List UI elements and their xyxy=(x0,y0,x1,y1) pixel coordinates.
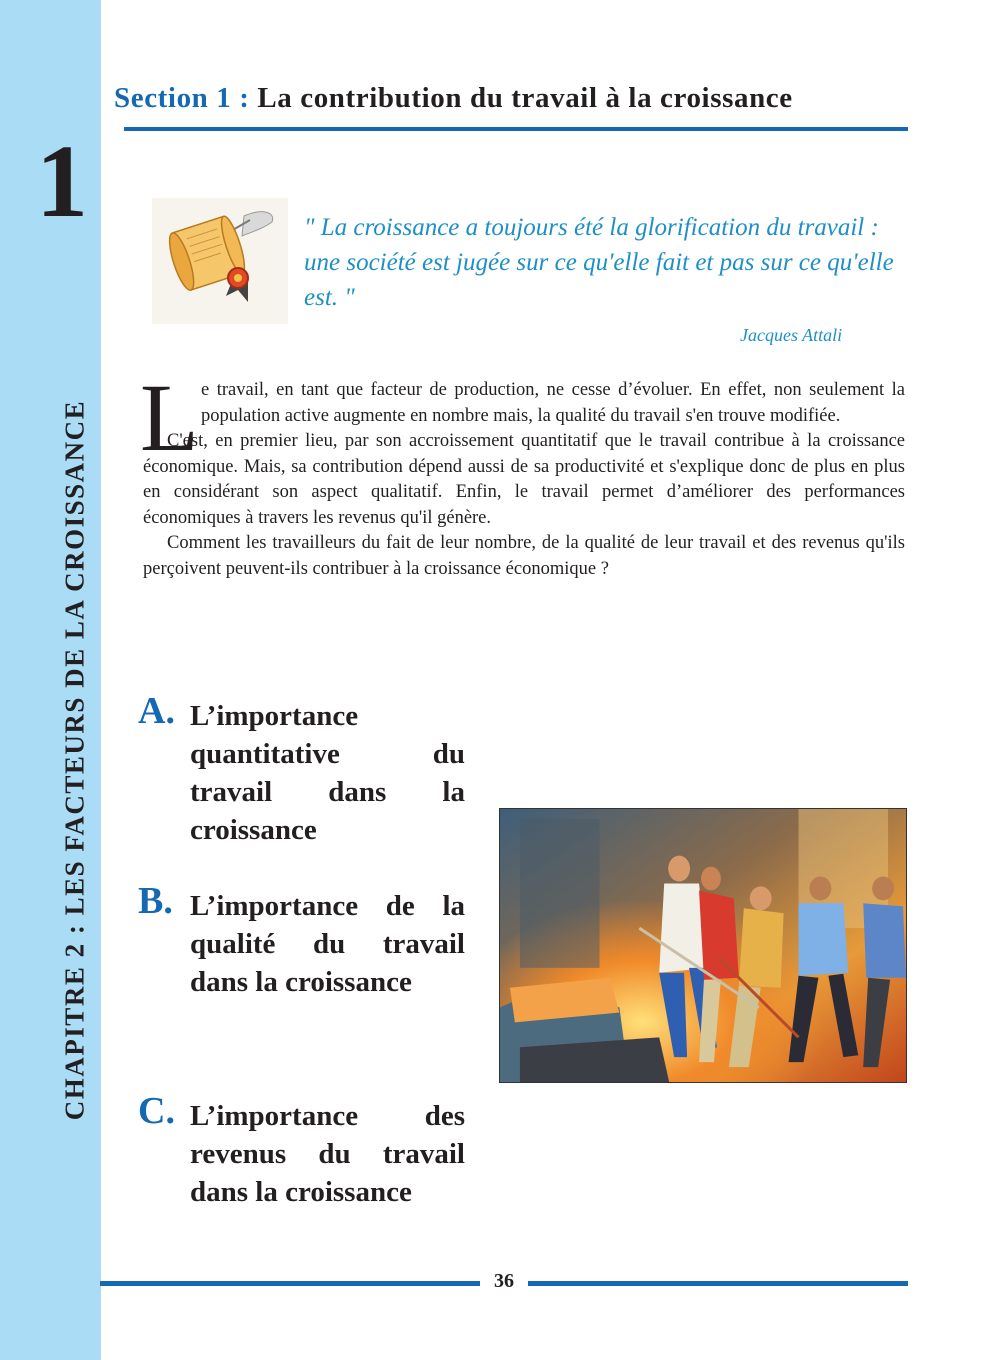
heading-a-letter: A. xyxy=(138,690,175,732)
section-title-prefix: Section 1 : xyxy=(114,82,250,114)
section-title xyxy=(114,82,793,115)
intro-paragraph-3: Comment les travailleurs du fait de leur nombre, de la qualité de leur travail et des revenus qu'ils perçoivent peuvent-ils contribuer à la croissance économique ? xyxy=(143,533,905,579)
quote-text: " La croissance a toujours été la glorification du travail : une société est jugée sur ce qu'elle fait et pas sur ce qu'elle est. " xyxy=(304,214,894,311)
intro-paragraph-1: e travail, en tant que facteur de production, ne cesse d’évoluer. En effet, non seulement la population active augmente en nombre mais, la qualité du travail s'en trouve modifiée. xyxy=(201,380,905,426)
quote-author: Jacques Attali xyxy=(740,325,843,345)
workers-painting xyxy=(499,808,907,1083)
heading-a-label: L’importance quantitative du travail dans la croissance xyxy=(190,700,465,846)
section-title-text: La contribution du travail à la croissance xyxy=(257,82,793,114)
drop-cap: L xyxy=(140,364,199,471)
section-number: 1 xyxy=(36,124,88,239)
intro-paragraph-2: C'est, en premier lieu, par son accroissement quantitatif que le travail contribue à la croissance économique. Mais, sa contribution dépend aussi de sa productivité et s'explique donc de plus en plus en considérant son aspect qualitatif. Enfin, le travail permet d’améliorer des performances économiques à travers les revenus qu'il génère. xyxy=(143,431,905,528)
scroll-quill-icon xyxy=(152,198,288,324)
heading-b-letter: B. xyxy=(138,880,173,922)
heading-c-label: L’importance des revenus du travail dans la croissance xyxy=(190,1100,465,1208)
heading-c-letter: C. xyxy=(138,1090,175,1132)
page-number: 36 xyxy=(494,1270,514,1292)
chapter-label: CHAPITRE 2 : LES FACTEURS DE LA CROISSANCE xyxy=(59,399,90,1121)
intro-text xyxy=(143,378,905,582)
heading-b-label: L’importance de la qualité du travail dans la croissance xyxy=(190,890,465,998)
footer-rule-right xyxy=(528,1281,908,1286)
footer-rule-left xyxy=(100,1281,480,1286)
title-rule xyxy=(124,127,908,131)
